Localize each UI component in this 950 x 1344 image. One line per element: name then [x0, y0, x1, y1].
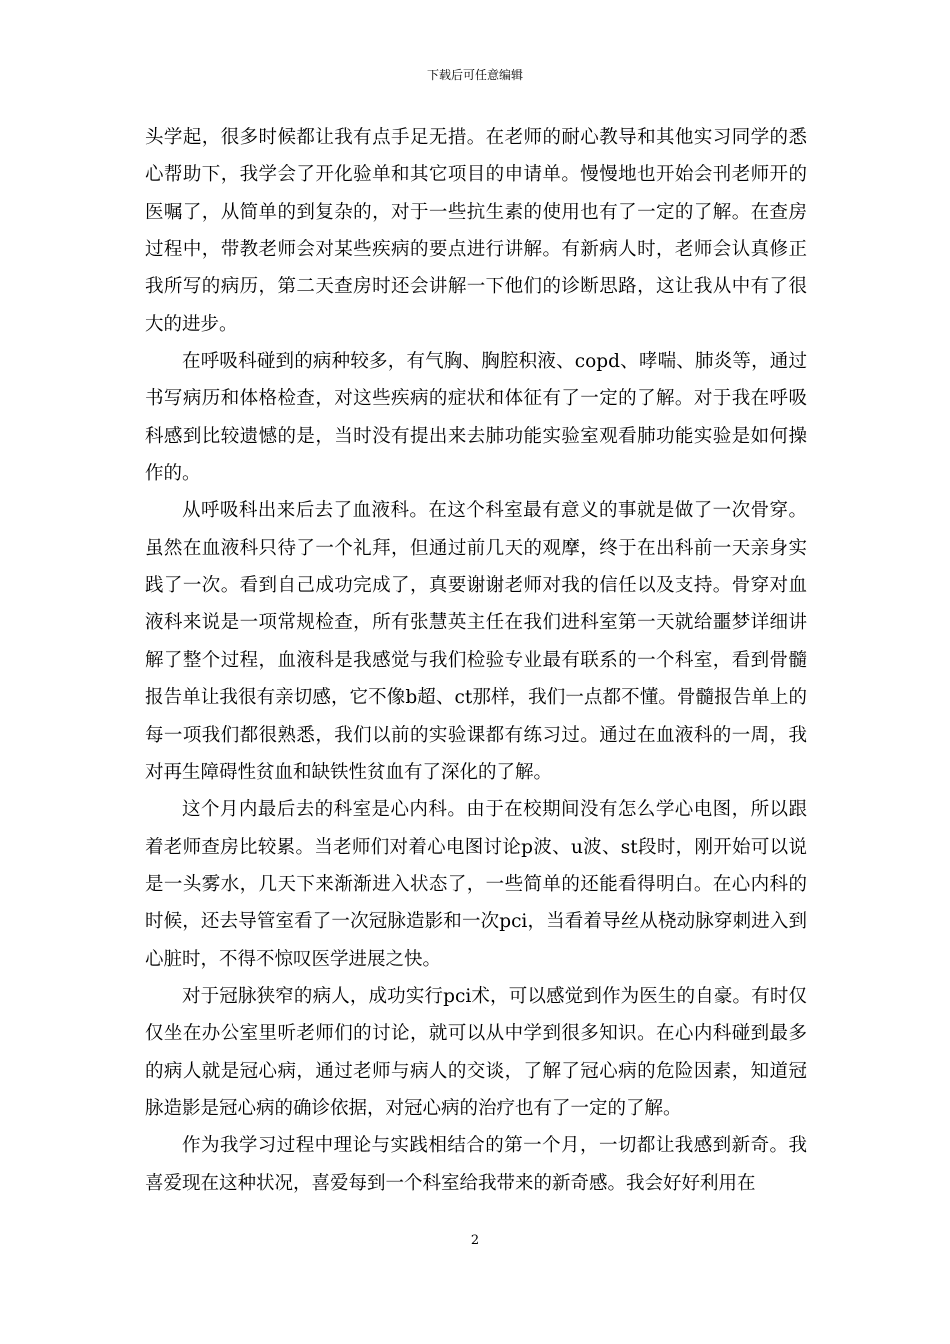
- paragraph-summary: 作为我学习过程中理论与实践相结合的第一个月，一切都让我感到新奇。我喜爱现在这种状况，喜爱每到一个科室给我带来的新奇感。我会好好利用在: [145, 1135, 807, 1194]
- page-number: 2: [470, 1233, 480, 1248]
- document-body: [145, 119, 807, 1202]
- paragraph-continuation: 头学起，很多时候都让我有点手足无措。在老师的耐心教导和其他实习同学的悉心帮助下，我学会了开化验单和其它项目的申请单。慢慢地也开始会刊老师开的医嘱了，从简单的到复杂的，对于一些抗生素的使用也有了一定的了解。在查房过程中，带教老师会对某些疾病的要点进行讲解。有新病人时，老师会认真修正我所写的病历，第二天查房时还会讲解一下他们的诊断思路，这让我从中有了很大的进步。: [145, 127, 807, 335]
- paragraph-respiratory: 在呼吸科碰到的病种较多，有气胸、胸腔积液、copd、哮喘、肺炎等，通过书写病历和体格检查，对这些疾病的症状和体征有了一定的了解。对于我在呼吸科感到比较遗憾的是，当时没有提出来去肺功能实验室观看肺功能实验是如何操作的。: [145, 351, 807, 485]
- paragraph-cardiology: 这个月内最后去的科室是心内科。由于在校期间没有怎么学心电图，所以跟着老师查房比较累。当老师们对着心电图讨论p波、u波、st段时，刚开始可以说是一头雾水，几天下来渐渐进入状态了，一些简单的还能看得明白。在心内科的时候，还去导管室看了一次冠脉造影和一次pci，当看着导丝从桡动脉穿刺进入到心脏时，不得不惊叹医学进展之快。: [145, 799, 807, 970]
- paragraph-hematology: 从呼吸科出来后去了血液科。在这个科室最有意义的事就是做了一次骨穿。虽然在血液科只待了一个礼拜，但通过前几天的观摩，终于在出科前一天亲身实践了一次。看到自己成功完成了，真要谢谢老师对我的信任以及支持。骨穿对血液科来说是一项常规检查，所有张慧英主任在我们进科室第一天就给噩梦详细讲解了整个过程，血液科是我感觉与我们检验专业最有联系的一个科室，看到骨髓报告单让我很有亲切感，它不像b超、ct那样，我们一点都不懂。骨髓报告单上的每一项我们都很熟悉，我们以前的实验课都有练习过。通过在血液科的一周，我对再生障碍性贫血和缺铁性贫血有了深化的了解。: [145, 500, 807, 783]
- page-header: 下载后可任意编辑: [426, 68, 523, 82]
- paragraph-coronary: 对于冠脉狭窄的病人，成功实行pci术，可以感觉到作为医生的自豪。有时仅仅坐在办公室里听老师们的讨论，就可以从中学到很多知识。在心内科碰到最多的病人就是冠心病，通过老师与病人的交谈，了解了冠心病的危险因素，知道冠脉造影是冠心病的确诊依据，对冠心病的治疗也有了一定的了解。: [145, 985, 807, 1119]
